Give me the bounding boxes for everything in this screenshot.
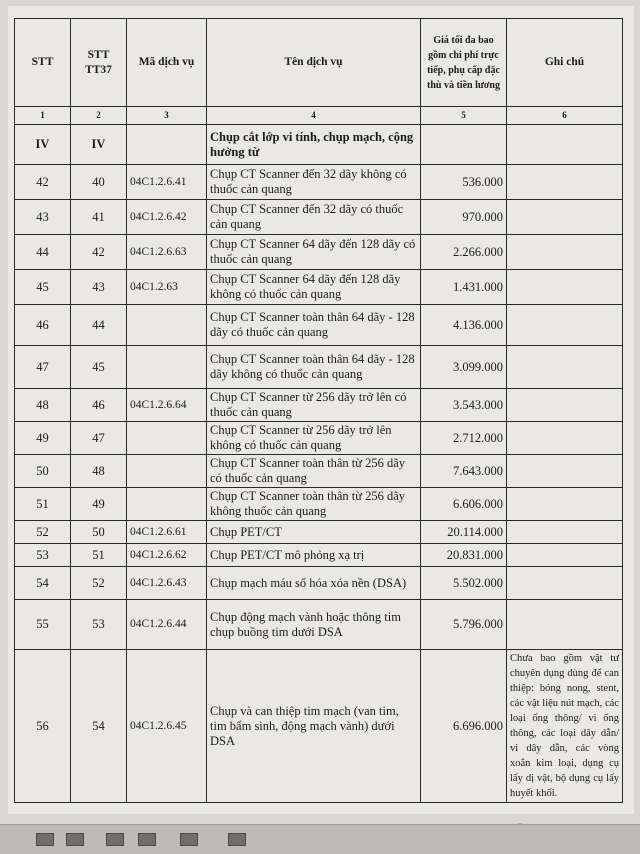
row-code: 04C1.2.6.61 (127, 521, 207, 544)
row-stt: 53 (15, 544, 71, 567)
row-stt-tt37: 54 (71, 650, 127, 803)
section-note (507, 125, 623, 165)
row-name: Chụp CT Scanner 64 dãy đến 128 dãy không có thuốc cản quang (207, 270, 421, 305)
table-row (15, 422, 623, 455)
column-number: 5 (421, 107, 507, 125)
row-stt: 46 (15, 305, 71, 346)
section-stt: IV (15, 125, 71, 165)
row-code: 04C1.2.63 (127, 270, 207, 305)
row-stt: 43 (15, 200, 71, 235)
row-code: 04C1.2.6.41 (127, 165, 207, 200)
table-row (15, 389, 623, 422)
row-name: Chụp PET/CT mô phỏng xạ trị (207, 544, 421, 567)
taskbar-window-icon[interactable] (228, 833, 246, 846)
row-price: 1.431.000 (421, 270, 507, 305)
row-stt-tt37: 46 (71, 389, 127, 422)
row-name: Chụp động mạch vành hoặc thông tim chụp buồng tim dưới DSA (207, 600, 421, 650)
section-name: Chụp cắt lớp vi tính, chụp mạch, cộng hưởng từ (207, 125, 421, 165)
row-code (127, 488, 207, 521)
row-code (127, 346, 207, 389)
row-stt: 45 (15, 270, 71, 305)
row-code (127, 455, 207, 488)
row-stt: 55 (15, 600, 71, 650)
table-row (15, 521, 623, 544)
row-code (127, 305, 207, 346)
row-price: 536.000 (421, 165, 507, 200)
row-price: 6.606.000 (421, 488, 507, 521)
row-note (507, 600, 623, 650)
row-name: Chụp CT Scanner từ 256 dãy trở lên không có thuốc cản quang (207, 422, 421, 455)
taskbar-window-icon[interactable] (36, 833, 54, 846)
row-code: 04C1.2.6.63 (127, 235, 207, 270)
row-stt: 48 (15, 389, 71, 422)
header-code: Mã dịch vụ (127, 19, 207, 107)
row-price: 970.000 (421, 200, 507, 235)
table-row (15, 305, 623, 346)
column-number: 2 (71, 107, 127, 125)
taskbar-folder-icon[interactable] (106, 833, 124, 846)
header-note: Ghi chú (507, 19, 623, 107)
row-code: 04C1.2.6.44 (127, 600, 207, 650)
row-stt: 51 (15, 488, 71, 521)
row-name: Chụp và can thiệp tim mạch (van tim, tim bẩm sinh, động mạch vành) dưới DSA (207, 650, 421, 803)
table-row (15, 567, 623, 600)
row-price: 3.099.000 (421, 346, 507, 389)
taskbar (0, 824, 640, 854)
taskbar-window-icon[interactable] (66, 833, 84, 846)
row-name: Chụp PET/CT (207, 521, 421, 544)
row-stt: 50 (15, 455, 71, 488)
row-note (507, 346, 623, 389)
header-price: Giá tối đa bao gồm chi phí trực tiếp, phụ cấp đặc thù và tiền lương (421, 19, 507, 107)
row-stt-tt37: 49 (71, 488, 127, 521)
row-note (507, 544, 623, 567)
section-price (421, 125, 507, 165)
row-stt: 56 (15, 650, 71, 803)
section-code (127, 125, 207, 165)
row-price: 20.114.000 (421, 521, 507, 544)
table-row (15, 346, 623, 389)
section-row (15, 125, 623, 165)
column-number: 4 (207, 107, 421, 125)
header-row (15, 19, 623, 107)
row-name: Chụp CT Scanner toàn thân từ 256 dãy có thuốc cản quang (207, 455, 421, 488)
row-price: 5.796.000 (421, 600, 507, 650)
row-name: Chụp CT Scanner toàn thân 64 dãy - 128 dãy có thuốc cản quang (207, 305, 421, 346)
table-row (15, 270, 623, 305)
row-stt: 47 (15, 346, 71, 389)
row-name: Chụp CT Scanner toàn thân từ 256 dãy không thuốc cản quang (207, 488, 421, 521)
row-stt-tt37: 48 (71, 455, 127, 488)
row-stt-tt37: 50 (71, 521, 127, 544)
row-price: 20.831.000 (421, 544, 507, 567)
row-price: 3.543.000 (421, 389, 507, 422)
section-stt-tt37: IV (71, 125, 127, 165)
table-row (15, 455, 623, 488)
row-name: Chụp CT Scanner từ 256 dãy trở lên có thuốc cản quang (207, 389, 421, 422)
row-price: 2.712.000 (421, 422, 507, 455)
row-stt-tt37: 52 (71, 567, 127, 600)
row-code: 04C1.2.6.64 (127, 389, 207, 422)
table-row (15, 650, 623, 803)
row-name: Chụp mạch máu số hóa xóa nền (DSA) (207, 567, 421, 600)
table-row (15, 165, 623, 200)
row-stt-tt37: 43 (71, 270, 127, 305)
header-stt: STT (15, 19, 71, 107)
row-price: 6.696.000 (421, 650, 507, 803)
row-note (507, 567, 623, 600)
row-code: 04C1.2.6.42 (127, 200, 207, 235)
column-number: 1 (15, 107, 71, 125)
column-number: 3 (127, 107, 207, 125)
row-price: 5.502.000 (421, 567, 507, 600)
row-name: Chụp CT Scanner đến 32 dãy không có thuốc cản quang (207, 165, 421, 200)
row-code: 04C1.2.6.45 (127, 650, 207, 803)
row-name: Chụp CT Scanner đến 32 dãy có thuốc cản quang (207, 200, 421, 235)
row-price: 7.643.000 (421, 455, 507, 488)
row-code: 04C1.2.6.43 (127, 567, 207, 600)
row-stt: 52 (15, 521, 71, 544)
row-stt: 44 (15, 235, 71, 270)
row-note (507, 200, 623, 235)
table-row (15, 235, 623, 270)
table-row (15, 600, 623, 650)
row-stt-tt37: 45 (71, 346, 127, 389)
row-note (507, 455, 623, 488)
row-stt-tt37: 51 (71, 544, 127, 567)
table-row (15, 544, 623, 567)
header-stt-tt37: STT TT37 (71, 19, 127, 107)
column-number: 6 (507, 107, 623, 125)
row-code: 04C1.2.6.62 (127, 544, 207, 567)
row-name: Chụp CT Scanner 64 dãy đến 128 dãy có thuốc cản quang (207, 235, 421, 270)
row-note (507, 488, 623, 521)
price-table (14, 18, 623, 803)
row-stt-tt37: 53 (71, 600, 127, 650)
row-stt-tt37: 47 (71, 422, 127, 455)
row-name: Chụp CT Scanner toàn thân 64 dãy - 128 dãy không có thuốc cản quang (207, 346, 421, 389)
row-note (507, 422, 623, 455)
taskbar-window-icon[interactable] (180, 833, 198, 846)
row-stt-tt37: 42 (71, 235, 127, 270)
table-row (15, 200, 623, 235)
row-note: Chưa bao gồm vật tư chuyên dụng dùng để can thiệp: bóng nong, stent, các vật liệu nút mạch, các loại ống thông/ vi ống thông, các loại dây dẫn/ vi dây dẫn, các vòng xoắn kim loại, dụng cụ lấy dị vật, bộ dụng cụ lấy huyết khối. (507, 650, 623, 803)
row-price: 4.136.000 (421, 305, 507, 346)
document-page (8, 6, 634, 814)
row-note (507, 270, 623, 305)
row-note (507, 305, 623, 346)
row-note (507, 521, 623, 544)
column-number-row (15, 107, 623, 125)
row-code (127, 422, 207, 455)
row-stt-tt37: 40 (71, 165, 127, 200)
row-stt: 42 (15, 165, 71, 200)
row-price: 2.266.000 (421, 235, 507, 270)
row-stt: 49 (15, 422, 71, 455)
row-stt-tt37: 41 (71, 200, 127, 235)
header-name: Tên dịch vụ (207, 19, 421, 107)
row-note (507, 235, 623, 270)
row-stt: 54 (15, 567, 71, 600)
row-note (507, 389, 623, 422)
taskbar-window-icon[interactable] (138, 833, 156, 846)
row-note (507, 165, 623, 200)
table-row (15, 488, 623, 521)
row-stt-tt37: 44 (71, 305, 127, 346)
